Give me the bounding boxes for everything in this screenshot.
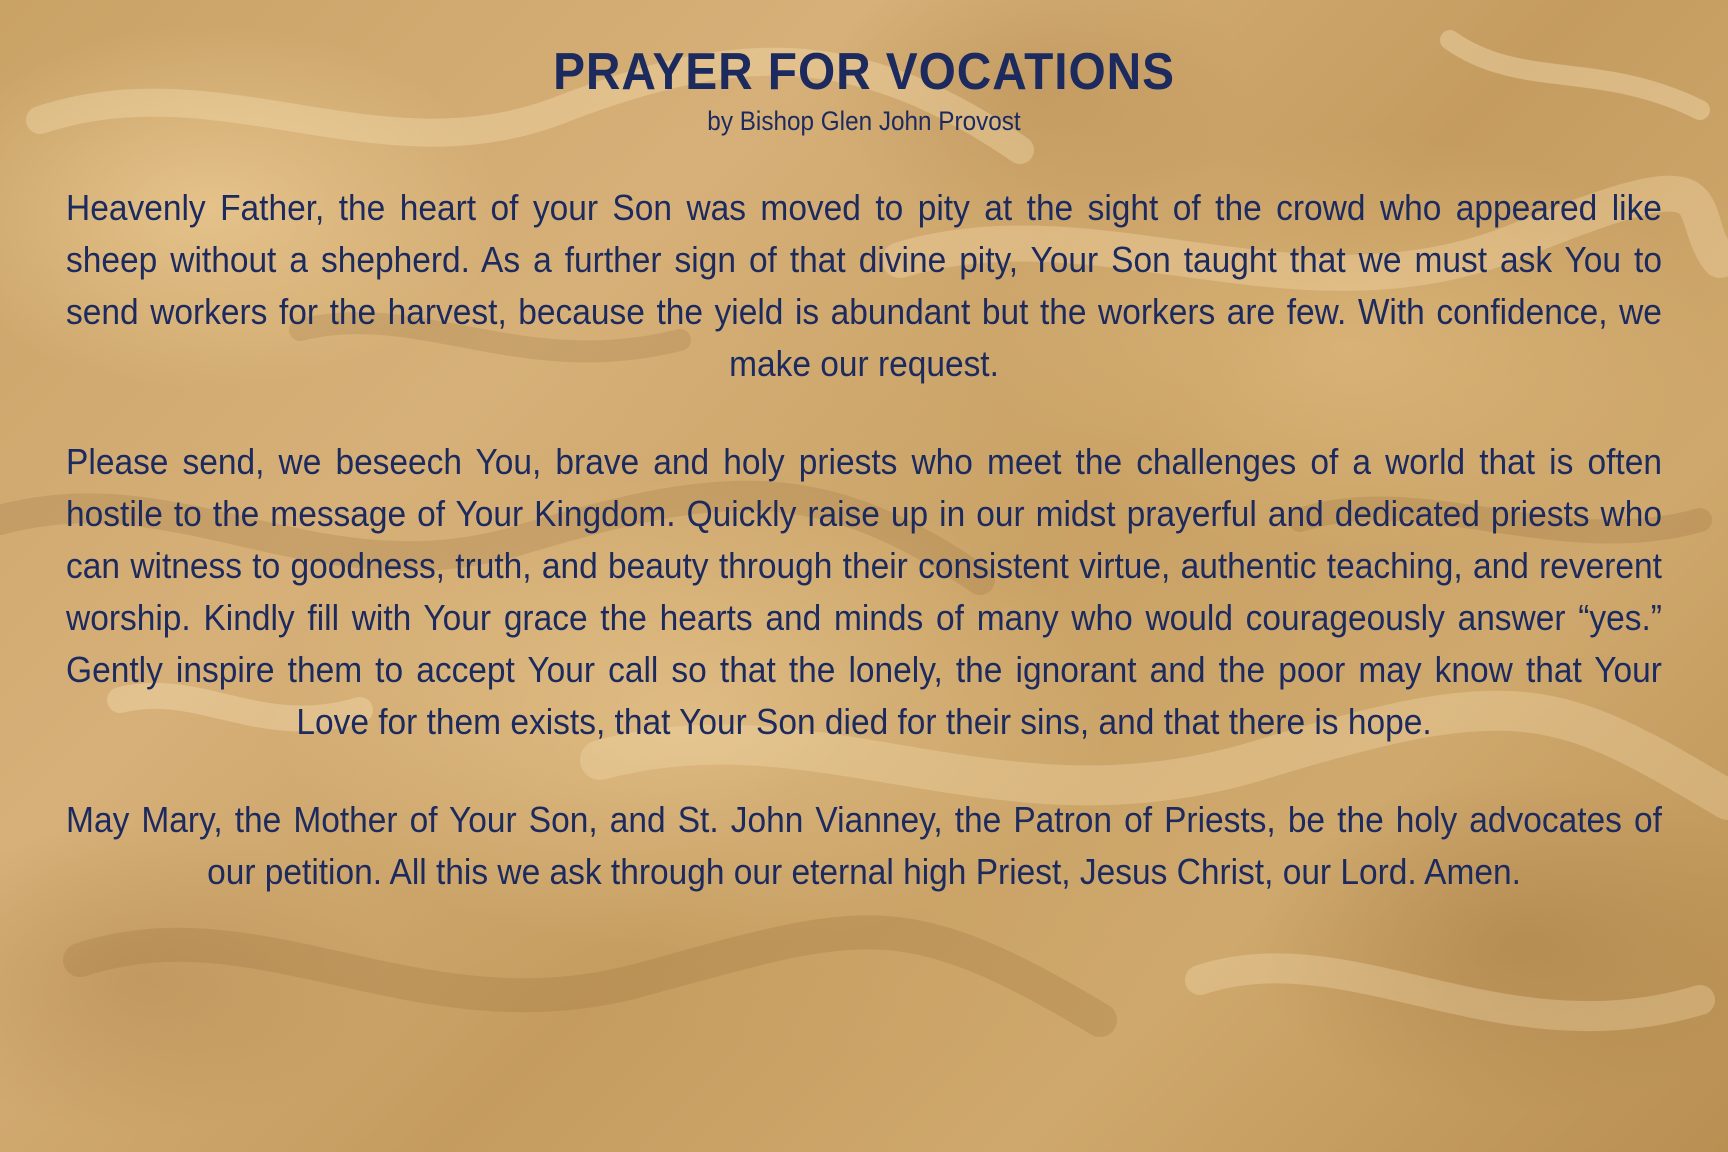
prayer-paragraph-3: May Mary, the Mother of Your Son, and St. John Vianney, the Patron of Priests, be the holy advocates of our petition. All this we ask through our eternal high Priest, Jesus Christ, our Lord. Amen.: [66, 799, 1662, 892]
prayer-paragraph-1: Heavenly Father, the heart of your Son was moved to pity at the sight of the crowd who appeared like sheep without a shepherd. As a further sign of that divine pity, Your Son taught that we must ask You to send workers for the harvest, because the yield is abundant but the workers are few. With confidence, we make our request.: [66, 187, 1662, 384]
prayer-title: PRAYER FOR VOCATIONS: [553, 43, 1175, 101]
prayer-content: [66, 40, 1662, 944]
prayer-byline: by Bishop Glen John Provost: [707, 106, 1021, 136]
prayer-paragraph-2: Please send, we beseech You, brave and holy priests who meet the challenges of a world that is often hostile to the message of Your Kingdom. Quickly raise up in our midst prayerful and dedicated priests who can witness to goodness, truth, and beauty through their consistent virtue, authentic teaching, and reverent worship. Kindly fill with Your grace the hearts and minds of many who would courageously answer “yes.” Gently inspire them to accept Your call so that the lonely, the ignorant and the poor may know that Your Love for them exists, that Your Son died for their sins, and that there is hope.: [66, 441, 1662, 742]
